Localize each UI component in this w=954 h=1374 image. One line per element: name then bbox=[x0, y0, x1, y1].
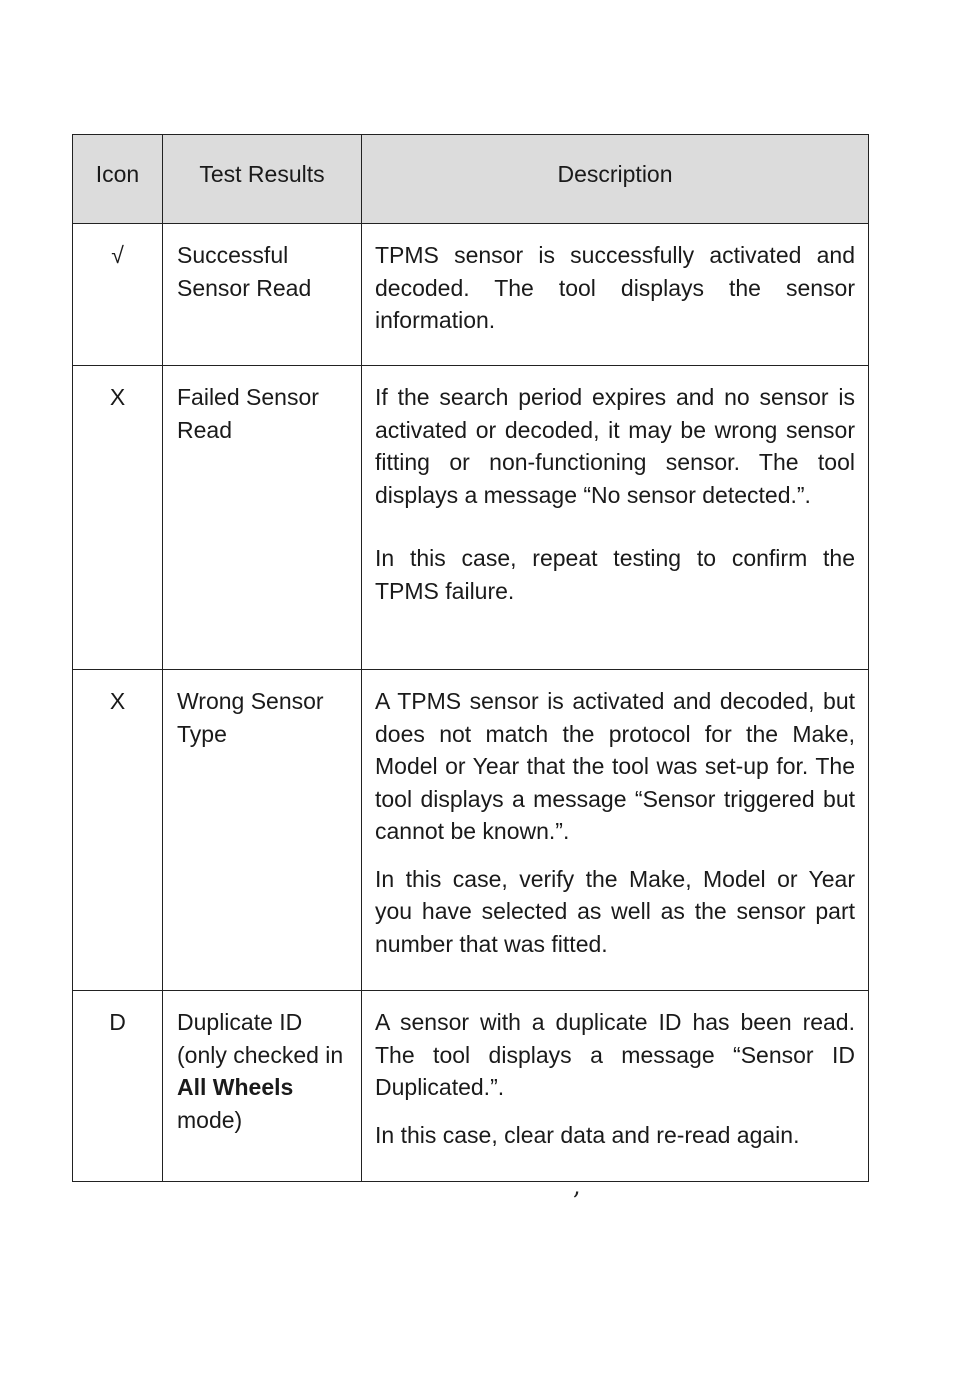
table-row bbox=[73, 224, 869, 366]
test-results-table bbox=[72, 134, 869, 1182]
result-label: Successful Sensor Read bbox=[163, 224, 362, 366]
header-test-results: Test Results bbox=[163, 135, 362, 224]
description-paragraph: In this case, clear data and re-read again. bbox=[375, 1121, 800, 1148]
description-paragraph: In this case, verify the Make, Model or Year you have selected as well as the sensor part number that was fitted. bbox=[375, 865, 855, 957]
stray-comma-mark: , bbox=[573, 1172, 581, 1200]
table-header-row bbox=[73, 135, 869, 224]
description-paragraph: If the search period expires and no sensor is activated or decoded, it may be wrong sensor fitting or non-functioning sensor. The tool displays a message “No sensor detected.”. bbox=[375, 384, 855, 508]
header-description: Description bbox=[362, 135, 869, 224]
result-label-text: Duplicate ID (only checked in bbox=[177, 1009, 344, 1068]
table-row bbox=[73, 366, 869, 670]
check-icon: √ bbox=[73, 224, 163, 366]
x-icon: X bbox=[73, 366, 163, 670]
description-paragraph: TPMS sensor is successfully activated and decoded. The tool displays the sensor information. bbox=[375, 242, 855, 333]
description-paragraph: A sensor with a duplicate ID has been read. The tool displays a message “Sensor ID Duplicated.”. bbox=[375, 1009, 855, 1100]
table-row bbox=[73, 991, 869, 1182]
result-label-text: mode) bbox=[177, 1106, 243, 1133]
description-cell bbox=[362, 224, 869, 366]
description-paragraph: A TPMS sensor is activated and decoded, but does not match the protocol for the Make, Model or Year that the tool was set-up for. The tool displays a message “Sensor triggered but cannot be known.”. bbox=[375, 688, 855, 844]
duplicate-icon: D bbox=[73, 991, 163, 1182]
header-icon: Icon bbox=[73, 135, 163, 224]
all-wheels-mode-label: All Wheels bbox=[177, 1074, 294, 1100]
table-row bbox=[73, 670, 869, 991]
result-label bbox=[163, 991, 362, 1182]
description-cell bbox=[362, 366, 869, 670]
result-label: Failed Sensor Read bbox=[163, 366, 362, 670]
description-cell bbox=[362, 991, 869, 1182]
description-cell bbox=[362, 670, 869, 991]
result-label: Wrong Sensor Type bbox=[163, 670, 362, 991]
description-paragraph: In this case, repeat testing to confirm the TPMS failure. bbox=[375, 545, 855, 604]
x-icon: X bbox=[73, 670, 163, 991]
